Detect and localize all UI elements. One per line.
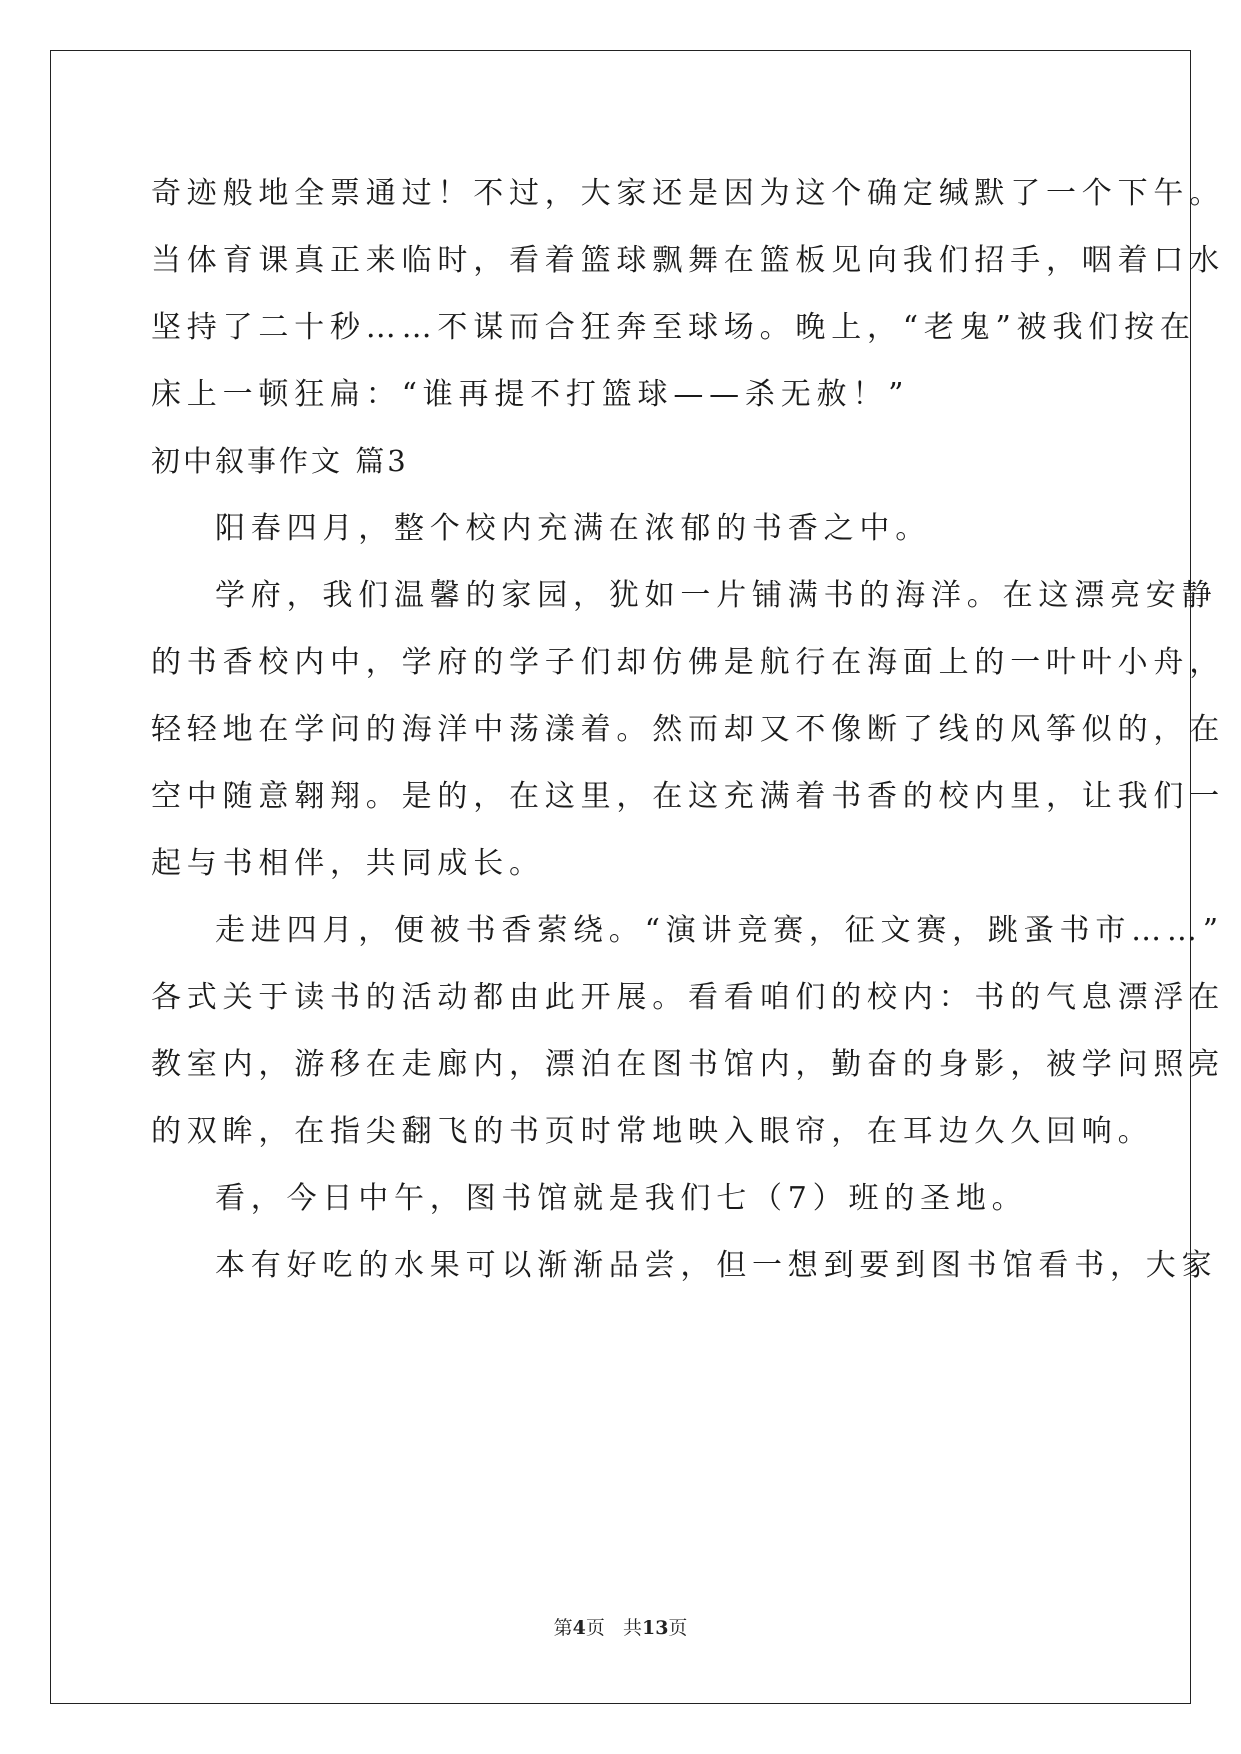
text-line-6: 阳春四月，整个校内充满在浓郁的书香之中。: [215, 511, 931, 546]
total-prefix: 共: [622, 1617, 642, 1639]
page-suffix: 页: [585, 1617, 605, 1639]
text-line-1: 奇迹般地全票通过！不过，大家还是因为这个确定缄默了一个下午。: [151, 176, 1225, 211]
text-line-9: 轻轻地在学问的海洋中荡漾着。然而却又不像断了线的风筝似的，在: [151, 712, 1225, 747]
total-pages: 13: [641, 1617, 669, 1639]
text-line-12: 走进四月，便被书香萦绕。“演讲竞赛，征文赛，跳蚤书市……”: [215, 913, 1224, 948]
text-line-17: 本有好吃的水果可以渐渐品尝，但一想到要到图书馆看书，大家: [215, 1248, 1218, 1283]
text-line-13: 各式关于读书的活动都由此开展。看看咱们的校内：书的气息漂浮在: [151, 980, 1225, 1015]
section-heading: 初中叙事作文 篇3: [151, 444, 409, 478]
text-line-16: 看，今日中午，图书馆就是我们七（7）班的圣地。: [215, 1181, 1028, 1216]
page-prefix: 第: [553, 1617, 573, 1639]
page-number: 4: [572, 1617, 586, 1639]
text-line-8: 的书香校内中，学府的学子们却仿佛是航行在海面上的一叶叶小舟，: [151, 645, 1225, 680]
text-line-3: 坚持了二十秒……不谋而合狂奔至球场。晚上，“老鬼”被我们按在: [151, 310, 1196, 345]
page-footer: [0, 1613, 1241, 1640]
text-line-10: 空中随意翱翔。是的，在这里，在这充满着书香的校内里，让我们一: [151, 779, 1225, 814]
document-body: [151, 160, 1225, 1299]
text-line-15: 的双眸，在指尖翻飞的书页时常地映入眼帘，在耳边久久回响。: [151, 1114, 1154, 1149]
text-line-11: 起与书相伴，共同成长。: [151, 846, 545, 881]
text-line-2: 当体育课真正来临时，看着篮球飘舞在篮板见向我们招手，咽着口水: [151, 243, 1225, 278]
text-line-7: 学府，我们温馨的家园，犹如一片铺满书的海洋。在这漂亮安静: [215, 578, 1218, 613]
total-suffix: 页: [668, 1617, 688, 1639]
text-line-14: 教室内，游移在走廊内，漂泊在图书馆内，勤奋的身影，被学问照亮: [151, 1047, 1225, 1082]
text-line-4: 床上一顿狂扁：“谁再提不打篮球——杀无赦！”: [151, 377, 910, 412]
